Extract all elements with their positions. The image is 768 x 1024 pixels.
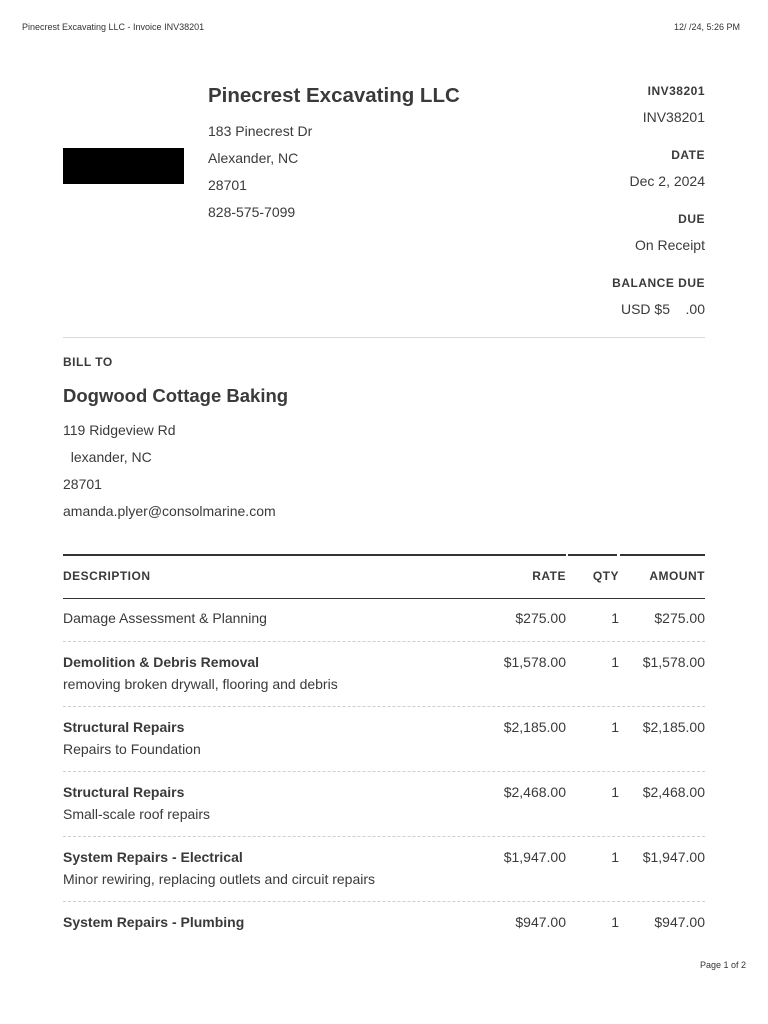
line-item-rate: $275.00 <box>515 610 566 626</box>
row-separator <box>63 771 705 772</box>
company-logo-redacted <box>63 148 184 184</box>
company-phone: 828-575-7099 <box>208 204 296 220</box>
column-header-qty: QTY <box>592 569 619 583</box>
invoice-number-label: INV38201 <box>647 84 705 98</box>
company-address-street: 183 Pinecrest Dr <box>208 123 313 139</box>
date-value: Dec 2, 2024 <box>629 173 705 189</box>
line-item-amount: $2,468.00 <box>642 784 705 800</box>
balance-due-value: USD $5 .00 <box>620 301 705 317</box>
line-item-description: Repairs to Foundation <box>63 741 201 757</box>
line-item-title: Demolition & Debris Removal <box>63 654 260 670</box>
line-item-qty: 1 <box>611 914 619 930</box>
line-item-qty: 1 <box>611 610 619 626</box>
bill-to-label: BILL TO <box>63 355 113 369</box>
client-email: amanda.plyer@consolmarine.com <box>63 503 276 519</box>
due-value: On Receipt <box>634 237 705 253</box>
column-header-description: DESCRIPTION <box>63 569 151 583</box>
line-item-rate: $2,468.00 <box>503 784 566 800</box>
client-address-zip: 28701 <box>63 476 102 492</box>
balance-due-label: BALANCE DUE <box>612 276 705 290</box>
header-divider <box>63 337 705 338</box>
line-item-title: System Repairs - Plumbing <box>63 914 245 930</box>
page-number: Page 1 of 2 <box>699 960 746 970</box>
print-header-title: Pinecrest Excavating LLC - Invoice INV38201 <box>22 22 205 32</box>
line-item-qty: 1 <box>611 719 619 735</box>
line-item-qty: 1 <box>611 784 619 800</box>
date-label: DATE <box>671 148 705 162</box>
line-item-description: Minor rewiring, replacing outlets and circuit repairs <box>63 871 376 887</box>
line-item-amount: $947.00 <box>654 914 705 930</box>
line-item-title: Structural Repairs <box>63 719 185 735</box>
company-address-city: Alexander, NC <box>208 150 299 166</box>
line-item-amount: $2,185.00 <box>642 719 705 735</box>
column-header-rate: RATE <box>532 569 566 583</box>
row-separator <box>63 706 705 707</box>
table-top-rule-description <box>63 554 566 556</box>
table-header-rule <box>63 598 705 599</box>
line-item-rate: $947.00 <box>515 914 566 930</box>
invoice-number-value: INV38201 <box>642 109 705 125</box>
row-separator <box>63 901 705 902</box>
line-item-rate: $1,578.00 <box>503 654 566 670</box>
table-top-rule-amount <box>620 554 705 556</box>
line-item-title: System Repairs - Electrical <box>63 849 243 865</box>
line-item-qty: 1 <box>611 849 619 865</box>
line-item-amount: $1,578.00 <box>642 654 705 670</box>
column-header-amount: AMOUNT <box>649 569 705 583</box>
client-address-city: lexander, NC <box>63 449 152 465</box>
due-label: DUE <box>678 212 705 226</box>
line-item-rate: $1,947.00 <box>503 849 566 865</box>
line-item-title: Damage Assessment & Planning <box>63 610 267 626</box>
line-item-rate: $2,185.00 <box>503 719 566 735</box>
line-item-title: Structural Repairs <box>63 784 185 800</box>
line-item-amount: $1,947.00 <box>642 849 705 865</box>
company-address-zip: 28701 <box>208 177 247 193</box>
row-separator <box>63 836 705 837</box>
line-item-qty: 1 <box>611 654 619 670</box>
client-name: Dogwood Cottage Baking <box>63 385 289 406</box>
line-item-amount: $275.00 <box>654 610 705 626</box>
row-separator <box>63 641 705 642</box>
company-name: Pinecrest Excavating LLC <box>208 84 460 107</box>
line-item-description: removing broken drywall, flooring and debris <box>63 676 338 692</box>
line-item-description: Small-scale roof repairs <box>63 806 211 822</box>
client-address-street: 119 Ridgeview Rd <box>63 422 176 438</box>
table-top-rule-qty <box>568 554 617 556</box>
print-header-datetime: 12/ /24, 5:26 PM <box>673 22 740 32</box>
